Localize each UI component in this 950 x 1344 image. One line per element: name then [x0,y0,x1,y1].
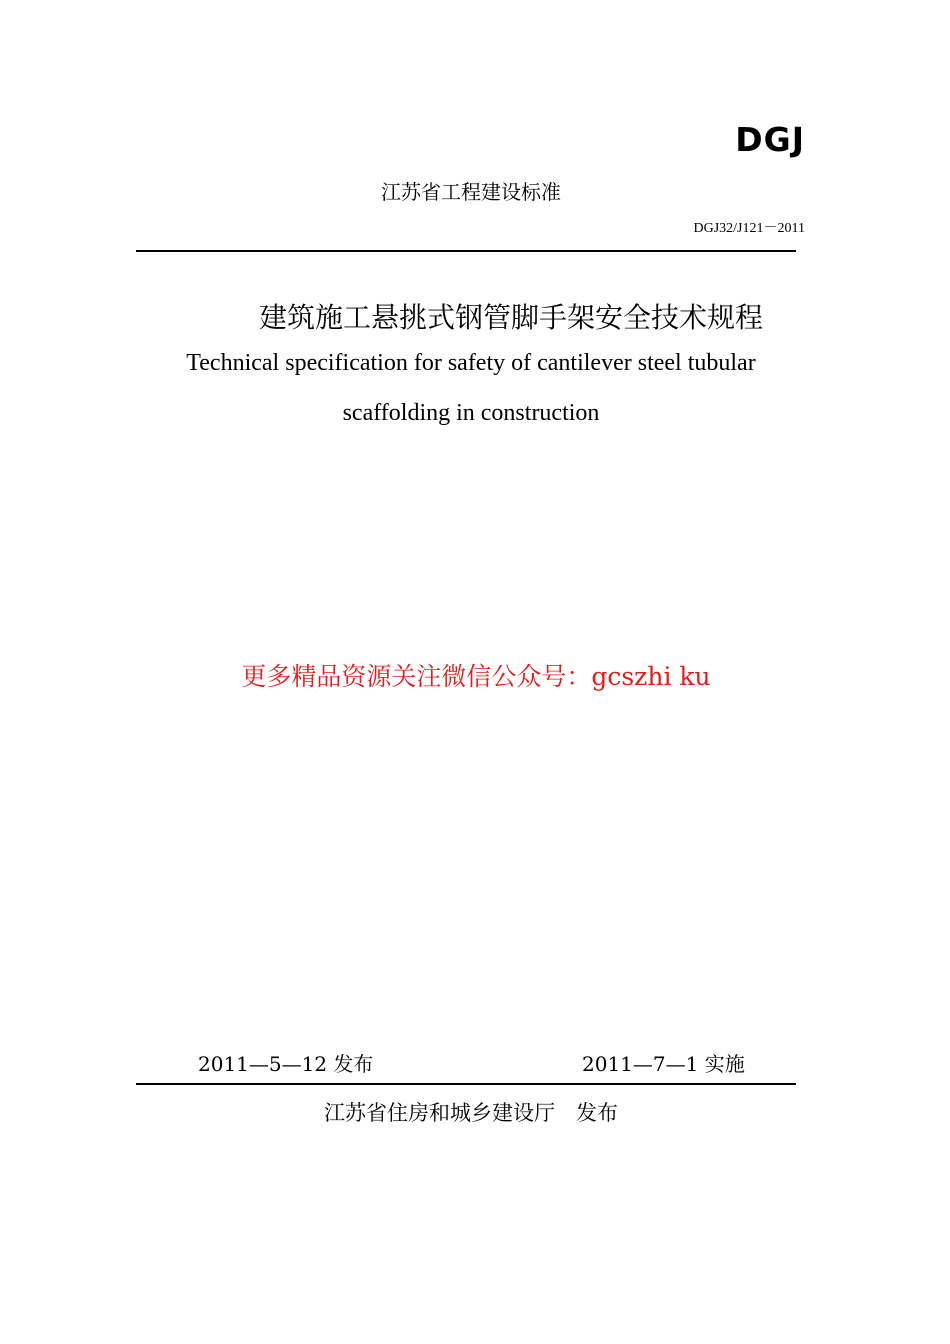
standard-number: DGJ32/J121－2011 [693,221,805,236]
title-english-line1: Technical specification for safety of cantilever steel tubular [186,350,756,376]
title-english-line2: scaffolding in construction [342,400,600,426]
standard-category: 江苏省工程建设标准 [381,180,561,204]
promo-text: 更多精品资源关注微信公众号：gcszhi ku [241,662,711,691]
bottom-divider [136,1083,796,1085]
issued-date: 2011—5—12 发布 [198,1052,374,1076]
effective-date: 2011—7—1 实施 [582,1052,745,1076]
top-divider [136,250,796,252]
publisher: 江苏省住房和城乡建设厅 发布 [324,1101,618,1125]
standard-code: DGJ [735,120,805,159]
title-chinese: 建筑施工悬挑式钢管脚手架安全技术规程 [258,301,763,334]
